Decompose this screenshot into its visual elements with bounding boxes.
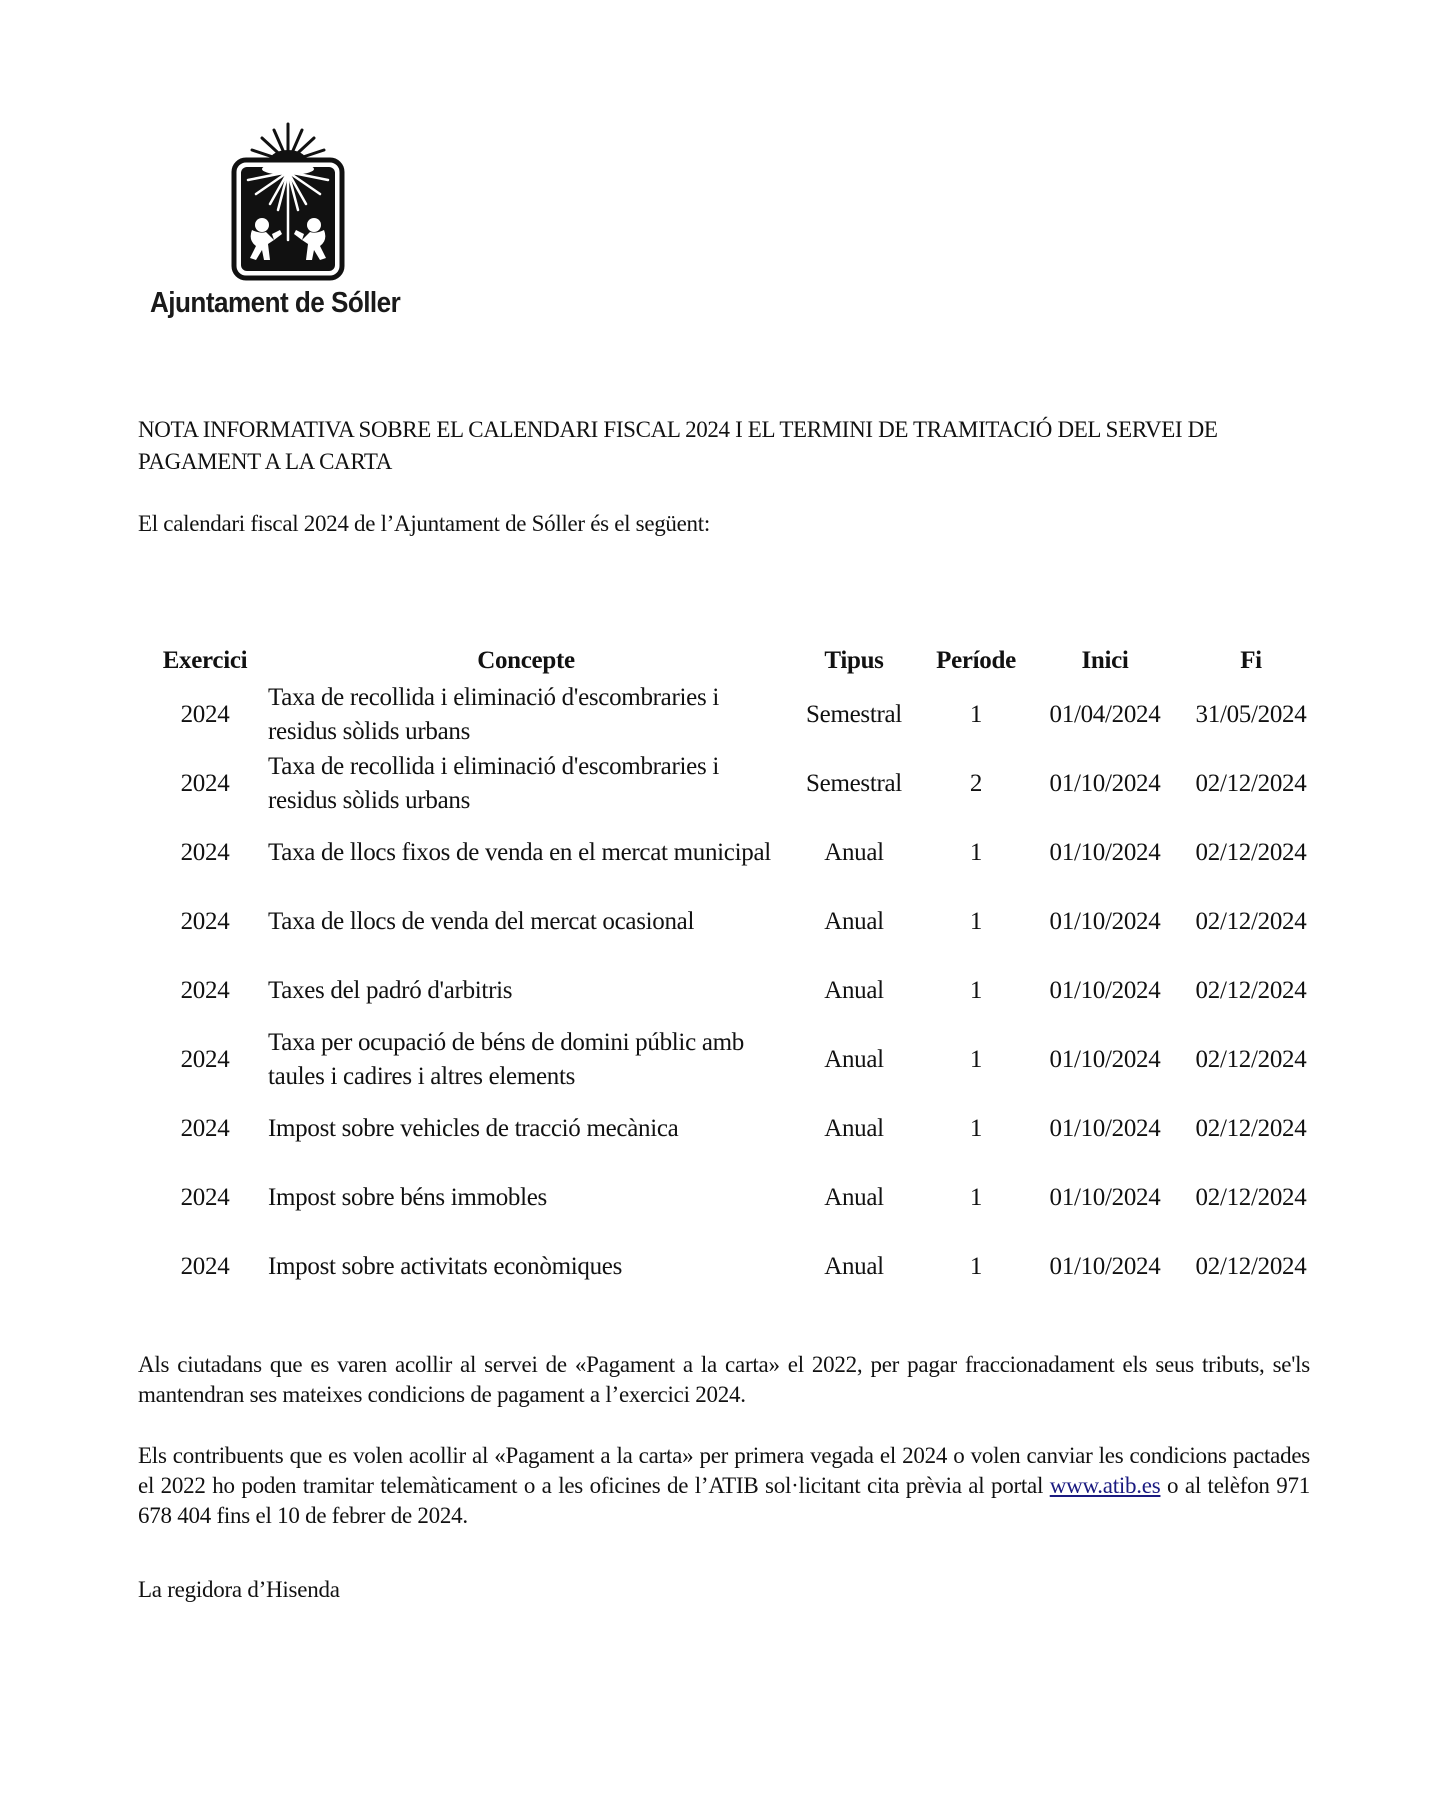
cell-exercici: 2024 [180, 700, 230, 728]
cell-periode: 1 [969, 1114, 983, 1142]
paragraph-new-users [138, 1441, 1310, 1531]
cell-concepte: Taxa de llocs de venda del mercat ocasional [268, 907, 695, 935]
fiscal-calendar-table [146, 642, 1324, 1301]
cell-concepte: Taxa de recollida i eliminació d'escombraries i residus sòlids urbans [268, 752, 719, 814]
paragraph-existing-users: Als ciutadans que es varen acollir al servei de «Pagament a la carta» el 2022, per pagar fraccionadament els seus tributs, se'ls mantendran ses mateixes condicions de pagament a l’exercici 2024. [138, 1352, 1310, 1407]
cell-tipus: Anual [824, 907, 884, 935]
coat-of-arms-icon [230, 122, 346, 282]
cell-tipus: Anual [824, 1114, 884, 1142]
cell-periode: 1 [969, 1045, 983, 1073]
column-header-concepte: Concepte [477, 647, 575, 674]
cell-inici: 01/04/2024 [1049, 700, 1161, 728]
table-row [146, 956, 1324, 1025]
column-header-exercici: Exercici [162, 647, 248, 674]
cell-inici: 01/10/2024 [1049, 769, 1161, 797]
atib-portal-link[interactable]: www.atib.es [1049, 1473, 1161, 1498]
cell-tipus: Anual [824, 1045, 884, 1073]
cell-periode: 1 [969, 907, 983, 935]
cell-tipus: Anual [824, 838, 884, 866]
cell-fi: 02/12/2024 [1195, 976, 1307, 1004]
organization-logo [148, 122, 438, 327]
cell-tipus: Semestral [806, 700, 902, 728]
cell-exercici: 2024 [180, 907, 230, 935]
cell-exercici: 2024 [180, 976, 230, 1004]
cell-periode: 1 [969, 700, 983, 728]
cell-tipus: Anual [824, 1252, 884, 1280]
table-row [146, 818, 1324, 887]
cell-fi: 02/12/2024 [1195, 1114, 1307, 1142]
cell-exercici: 2024 [180, 838, 230, 866]
column-header-inici: Inici [1081, 647, 1129, 674]
cell-concepte: Taxa per ocupació de béns de domini públic amb taules i cadires i altres elements [268, 1028, 744, 1090]
column-header-periode: Període [936, 647, 1016, 674]
column-header-tipus: Tipus [824, 647, 884, 674]
cell-fi: 02/12/2024 [1195, 1183, 1307, 1211]
cell-exercici: 2024 [180, 1252, 230, 1280]
cell-periode: 1 [969, 1183, 983, 1211]
cell-inici: 01/10/2024 [1049, 1252, 1161, 1280]
organization-name: Ajuntament de Sóller [150, 287, 401, 319]
cell-inici: 01/10/2024 [1049, 1114, 1161, 1142]
paragraph-text: o al telèfon 971 678 404 fins el 10 de febrer de 2024. [138, 1473, 1310, 1528]
cell-periode: 1 [969, 838, 983, 866]
table-row [146, 1025, 1324, 1094]
cell-tipus: Semestral [806, 769, 902, 797]
cell-inici: 01/10/2024 [1049, 907, 1161, 935]
table-row [146, 680, 1324, 749]
table-row [146, 1163, 1324, 1232]
intro-text: El calendari fiscal 2024 de l’Ajuntament de Sóller és el següent: [138, 511, 710, 536]
cell-concepte: Taxa de recollida i eliminació d'escombraries i residus sòlids urbans [268, 683, 719, 745]
table-row [146, 1094, 1324, 1163]
cell-exercici: 2024 [180, 769, 230, 797]
cell-periode: 1 [969, 1252, 983, 1280]
document-title: NOTA INFORMATIVA SOBRE EL CALENDARI FISCAL 2024 I EL TERMINI DE TRAMITACIÓ DEL SERVEI DE PAGAMENT A LA CARTA [138, 417, 1218, 474]
cell-tipus: Anual [824, 1183, 884, 1211]
cell-concepte: Impost sobre béns immobles [268, 1183, 547, 1211]
table-row [146, 1232, 1324, 1301]
cell-concepte: Taxes del padró d'arbitris [268, 976, 513, 1004]
cell-fi: 02/12/2024 [1195, 907, 1307, 935]
signature: La regidora d’Hisenda [138, 1577, 340, 1602]
cell-fi: 02/12/2024 [1195, 1045, 1307, 1073]
table-row [146, 887, 1324, 956]
cell-tipus: Anual [824, 976, 884, 1004]
table-row [146, 749, 1324, 818]
cell-fi: 02/12/2024 [1195, 1252, 1307, 1280]
cell-concepte: Impost sobre vehicles de tracció mecànica [268, 1114, 679, 1142]
cell-concepte: Taxa de llocs fixos de venda en el mercat municipal [268, 838, 771, 866]
cell-periode: 1 [969, 976, 983, 1004]
cell-inici: 01/10/2024 [1049, 976, 1161, 1004]
cell-exercici: 2024 [180, 1183, 230, 1211]
cell-fi: 02/12/2024 [1195, 769, 1307, 797]
cell-inici: 01/10/2024 [1049, 1045, 1161, 1073]
cell-exercici: 2024 [180, 1114, 230, 1142]
cell-fi: 31/05/2024 [1195, 700, 1307, 728]
cell-periode: 2 [969, 769, 983, 797]
column-header-fi: Fi [1240, 647, 1262, 674]
cell-fi: 02/12/2024 [1195, 838, 1307, 866]
cell-inici: 01/10/2024 [1049, 1183, 1161, 1211]
paragraph-text: Els contribuents que es volen acollir al «Pagament a la carta» per primera vegada el 2024 o volen canviar les condicions pactades el 2022 ho poden tramitar telemàticament o a les oficines de l’ATIB sol·licitant cita prèvia al portal [138, 1443, 1310, 1498]
cell-inici: 01/10/2024 [1049, 838, 1161, 866]
cell-exercici: 2024 [180, 1045, 230, 1073]
table-header-row [146, 642, 1324, 680]
cell-concepte: Impost sobre activitats econòmiques [268, 1252, 623, 1280]
